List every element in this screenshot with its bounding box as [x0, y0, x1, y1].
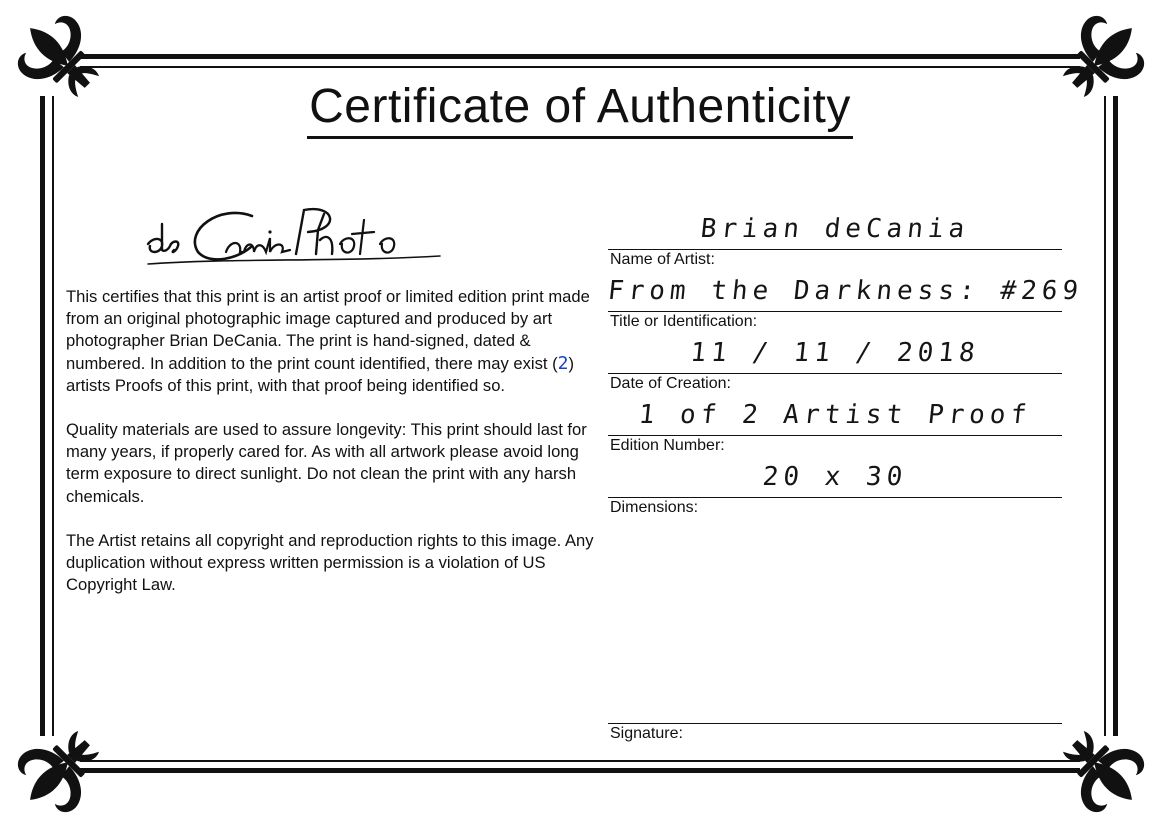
border-left-inner: [52, 96, 54, 736]
dimensions-field: [608, 454, 1062, 516]
certificate-body: [66, 286, 606, 618]
border-right-outer: [1113, 96, 1118, 736]
signature-field: [608, 680, 1062, 742]
border-bottom-inner: [80, 760, 1080, 762]
title-value: From the Darkness: #269: [606, 276, 1085, 306]
certification-paragraph: [66, 286, 606, 397]
edition-rule: [608, 435, 1062, 437]
border-bottom-outer: [80, 768, 1080, 773]
date-field: [608, 330, 1062, 392]
border-top-outer: [80, 54, 1080, 59]
edition-value: 1 of 2 Artist Proof: [637, 400, 1033, 430]
copyright-paragraph: The Artist retains all copyright and reproduction rights to this image. Any duplication without express written permission is a violation of US Copyright Law.: [66, 530, 594, 595]
date-label: Date of Creation:: [610, 375, 731, 392]
border-top-inner: [80, 66, 1080, 68]
care-paragraph: Quality materials are used to assure longevity: This print should last for many years, if properly cared for. As with all artwork please avoid long term exposure to direct sunlight. Do not clean the print with any harsh chemicals.: [66, 420, 587, 506]
certification-text-end: ) artists Proofs of this print, with that proof being identified so.: [66, 353, 575, 395]
artist-rule: [608, 249, 1062, 251]
edition-label: Edition Number:: [610, 437, 725, 454]
signature-label: Signature:: [610, 725, 683, 742]
title-label: Title or Identification:: [610, 313, 758, 330]
fleur-de-lis-icon: [1037, 705, 1160, 835]
page-title: [0, 78, 1160, 139]
border-right-inner: [1104, 96, 1106, 736]
page-title-text: Certificate of Authenticity: [307, 78, 853, 139]
edition-field: [608, 392, 1062, 454]
fleur-de-lis-icon: [0, 705, 125, 835]
title-rule: [608, 311, 1062, 313]
date-rule: [608, 373, 1062, 375]
dimensions-label: Dimensions:: [610, 499, 699, 516]
decania-photo-logo: [140, 200, 450, 280]
certification-text-start: This certifies that this print is an artist proof or limited edition print made from an original photographic image captured and produced by art photographer Brian DeCania. The print is hand-signed, dated & numbered. In addition to the print count identified, there may exist (: [66, 287, 590, 373]
dimensions-value: 20 x 30: [761, 462, 909, 492]
border-left-outer: [40, 96, 45, 736]
date-value: 11 / 11 / 2018: [688, 338, 982, 368]
title-field: [606, 268, 1085, 330]
dimensions-rule: [608, 497, 1062, 499]
artist-label: Name of Artist:: [610, 251, 715, 268]
artist-field: [608, 206, 1062, 268]
artist-value: Brian deCania: [699, 214, 971, 244]
signature-rule: [608, 723, 1062, 725]
proof-count: 2: [557, 352, 569, 374]
